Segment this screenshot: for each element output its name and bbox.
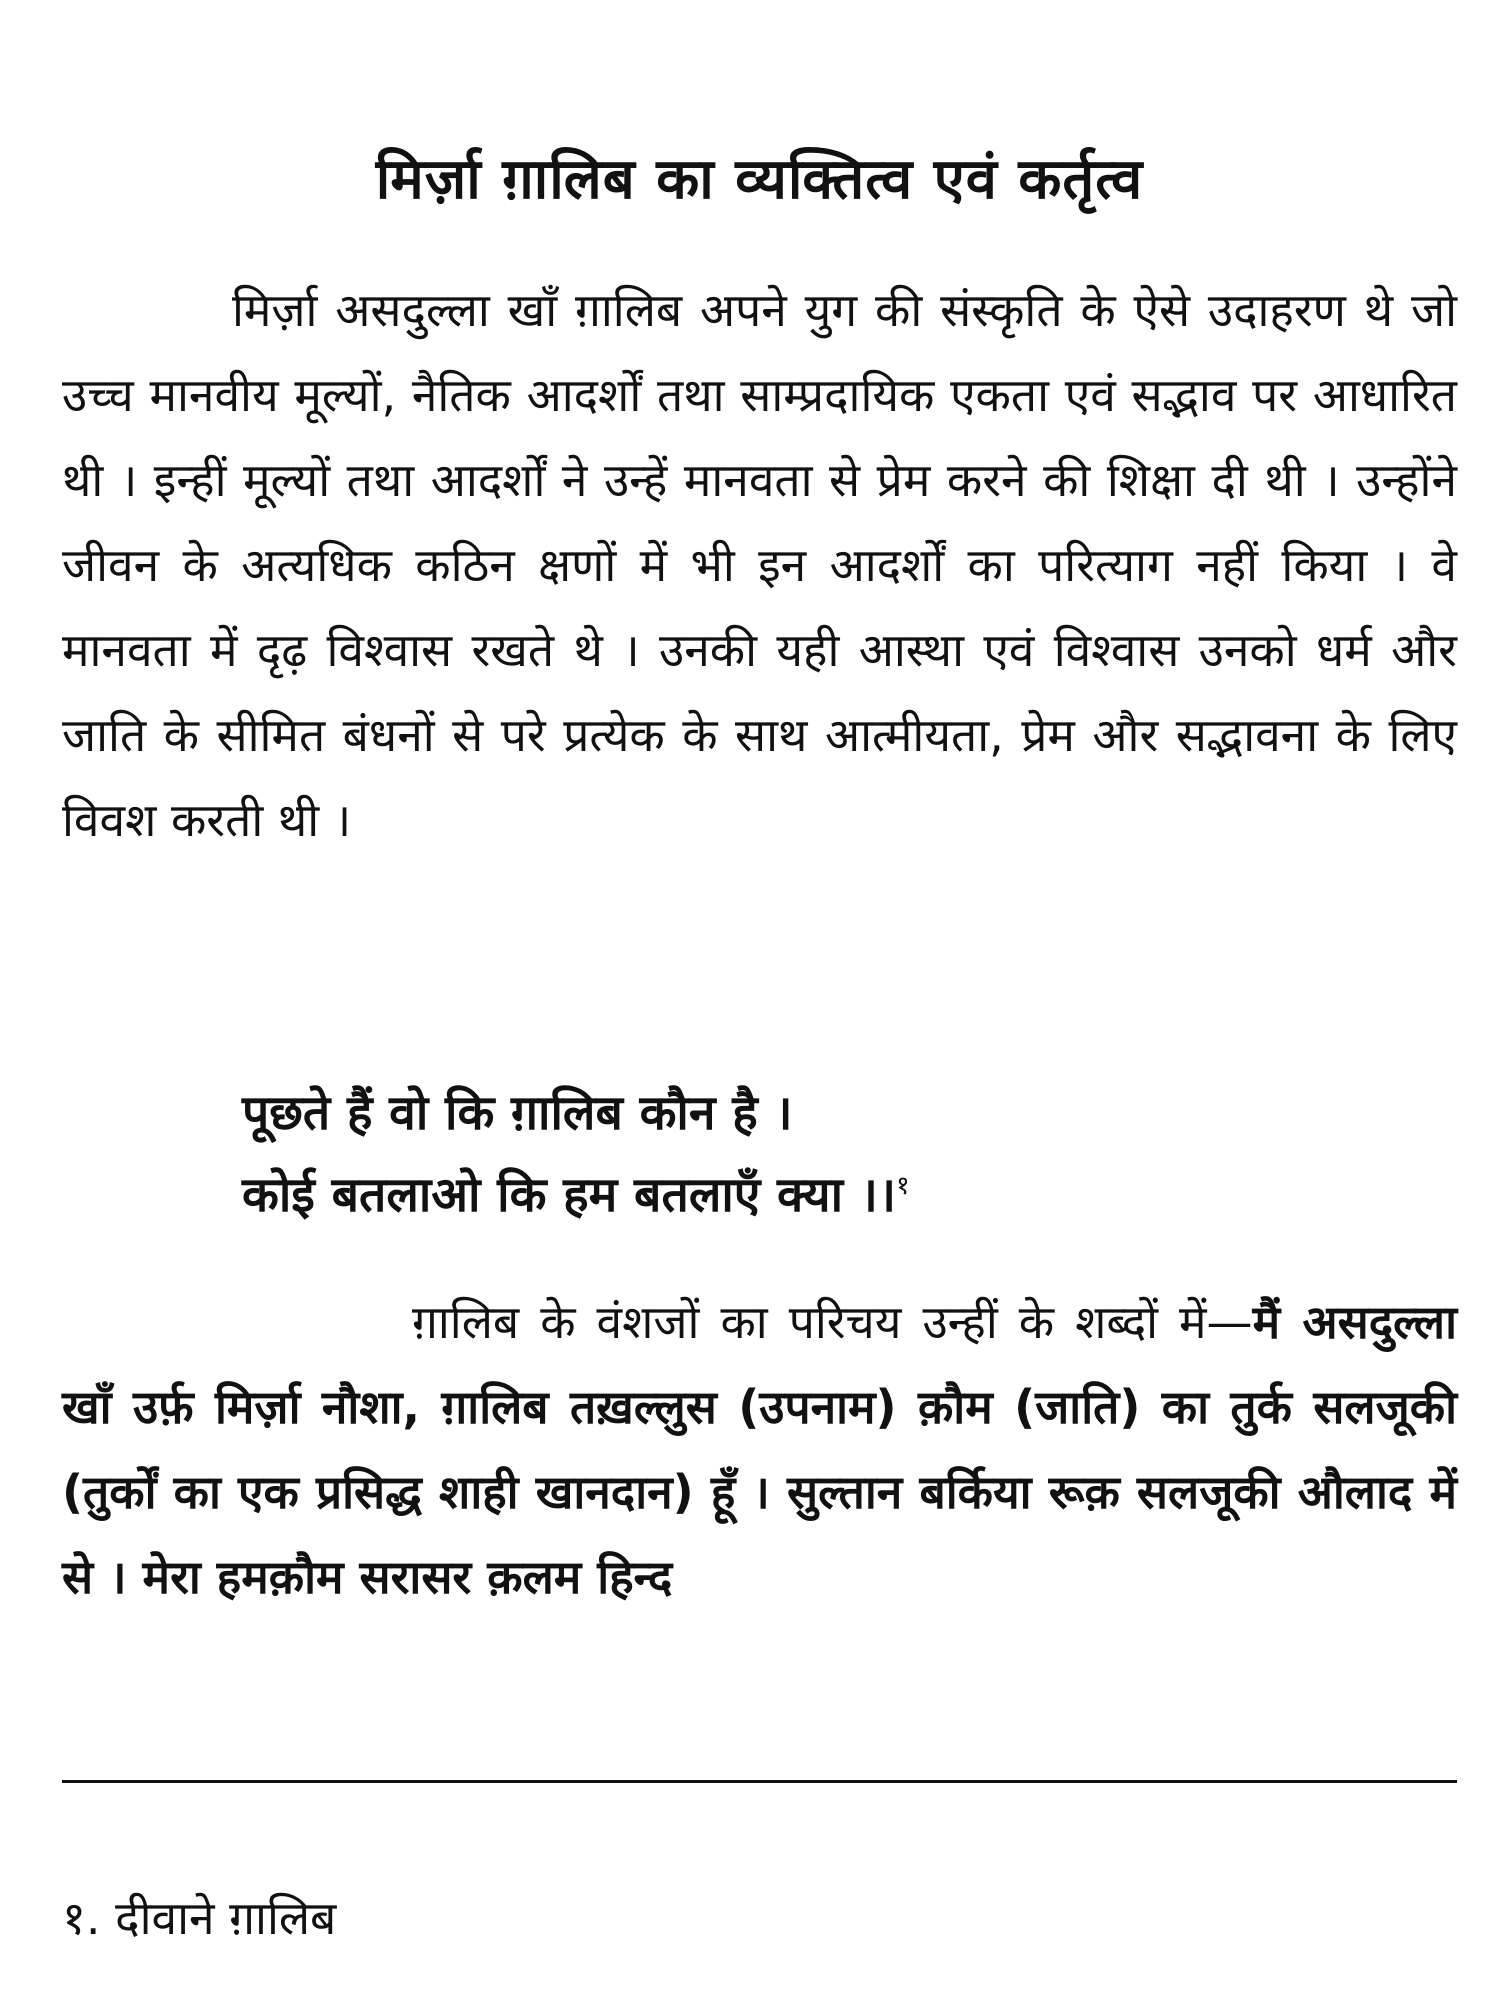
footnote-divider — [62, 1780, 1457, 1783]
intro-paragraph: मिर्ज़ा असदुल्ला खाँ ग़ालिब अपने युग की संस्कृति के ऐसे उदाहरण थे जो उच्च मानवीय मूल्यों, नैतिक आदर्शों तथा साम्प्रदायिक एकता एवं सद्भाव पर आधारित थी । इन्हीं मूल्यों तथा आदर्शों ने उन्हें मानवता से प्रेम करने की शिक्षा दी थी । उन्होंने जीवन के अत्यधिक कठिन क्षणों में भी इन आदर्शों का परित्याग नहीं किया । वे मानवता में दृढ़ विश्वास रखते थे । उनकी यही आस्था एवं विश्वास उनको धर्म और जाति के सीमित बंधनों से परे प्रत्येक के साथ आत्मीयता, प्रेम और सद्भावना के लिए विवश करती थी । — [62, 283, 1457, 847]
lineage-quote-text: मैं असदुल्ला खाँ उर्फ़ मिर्ज़ा नौशा, ग़ालिब तख़ल्लुस (उपनाम) क़ौम (जाति) का तुर्क सलजूकी (तुर्कों का एक प्रसिद्ध शाही खानदान) हूँ । सुल्तान बर्किया रूक़ सलजूकी औलाद में से । मेरा हमक़ौम सरासर क़लम हिन्द — [62, 1295, 1457, 1604]
chapter-title: मिर्ज़ा ग़ालिब का व्यक्तित्व एवं कर्तृत्व — [375, 147, 1144, 212]
couplet-line-1: पूछते हैं वो कि ग़ालिब कौन है । — [242, 1085, 793, 1141]
lineage-paragraph — [62, 1280, 1457, 1620]
ghazal-couplet — [242, 1072, 1342, 1236]
lineage-intro-text: ग़ालिब के वंशजों का परिचय उन्हीं के शब्दों में— — [412, 1295, 1253, 1349]
footnote-reference: १ — [896, 1171, 910, 1201]
footnote-text: १. दीवाने ग़ालिब — [62, 1891, 337, 1945]
couplet-line-2: कोई बतलाओ कि हम बतलाएँ क्या ।। — [242, 1167, 897, 1223]
couplet-line-2-wrapper — [242, 1154, 1342, 1236]
book-page — [62, 0, 1457, 2000]
